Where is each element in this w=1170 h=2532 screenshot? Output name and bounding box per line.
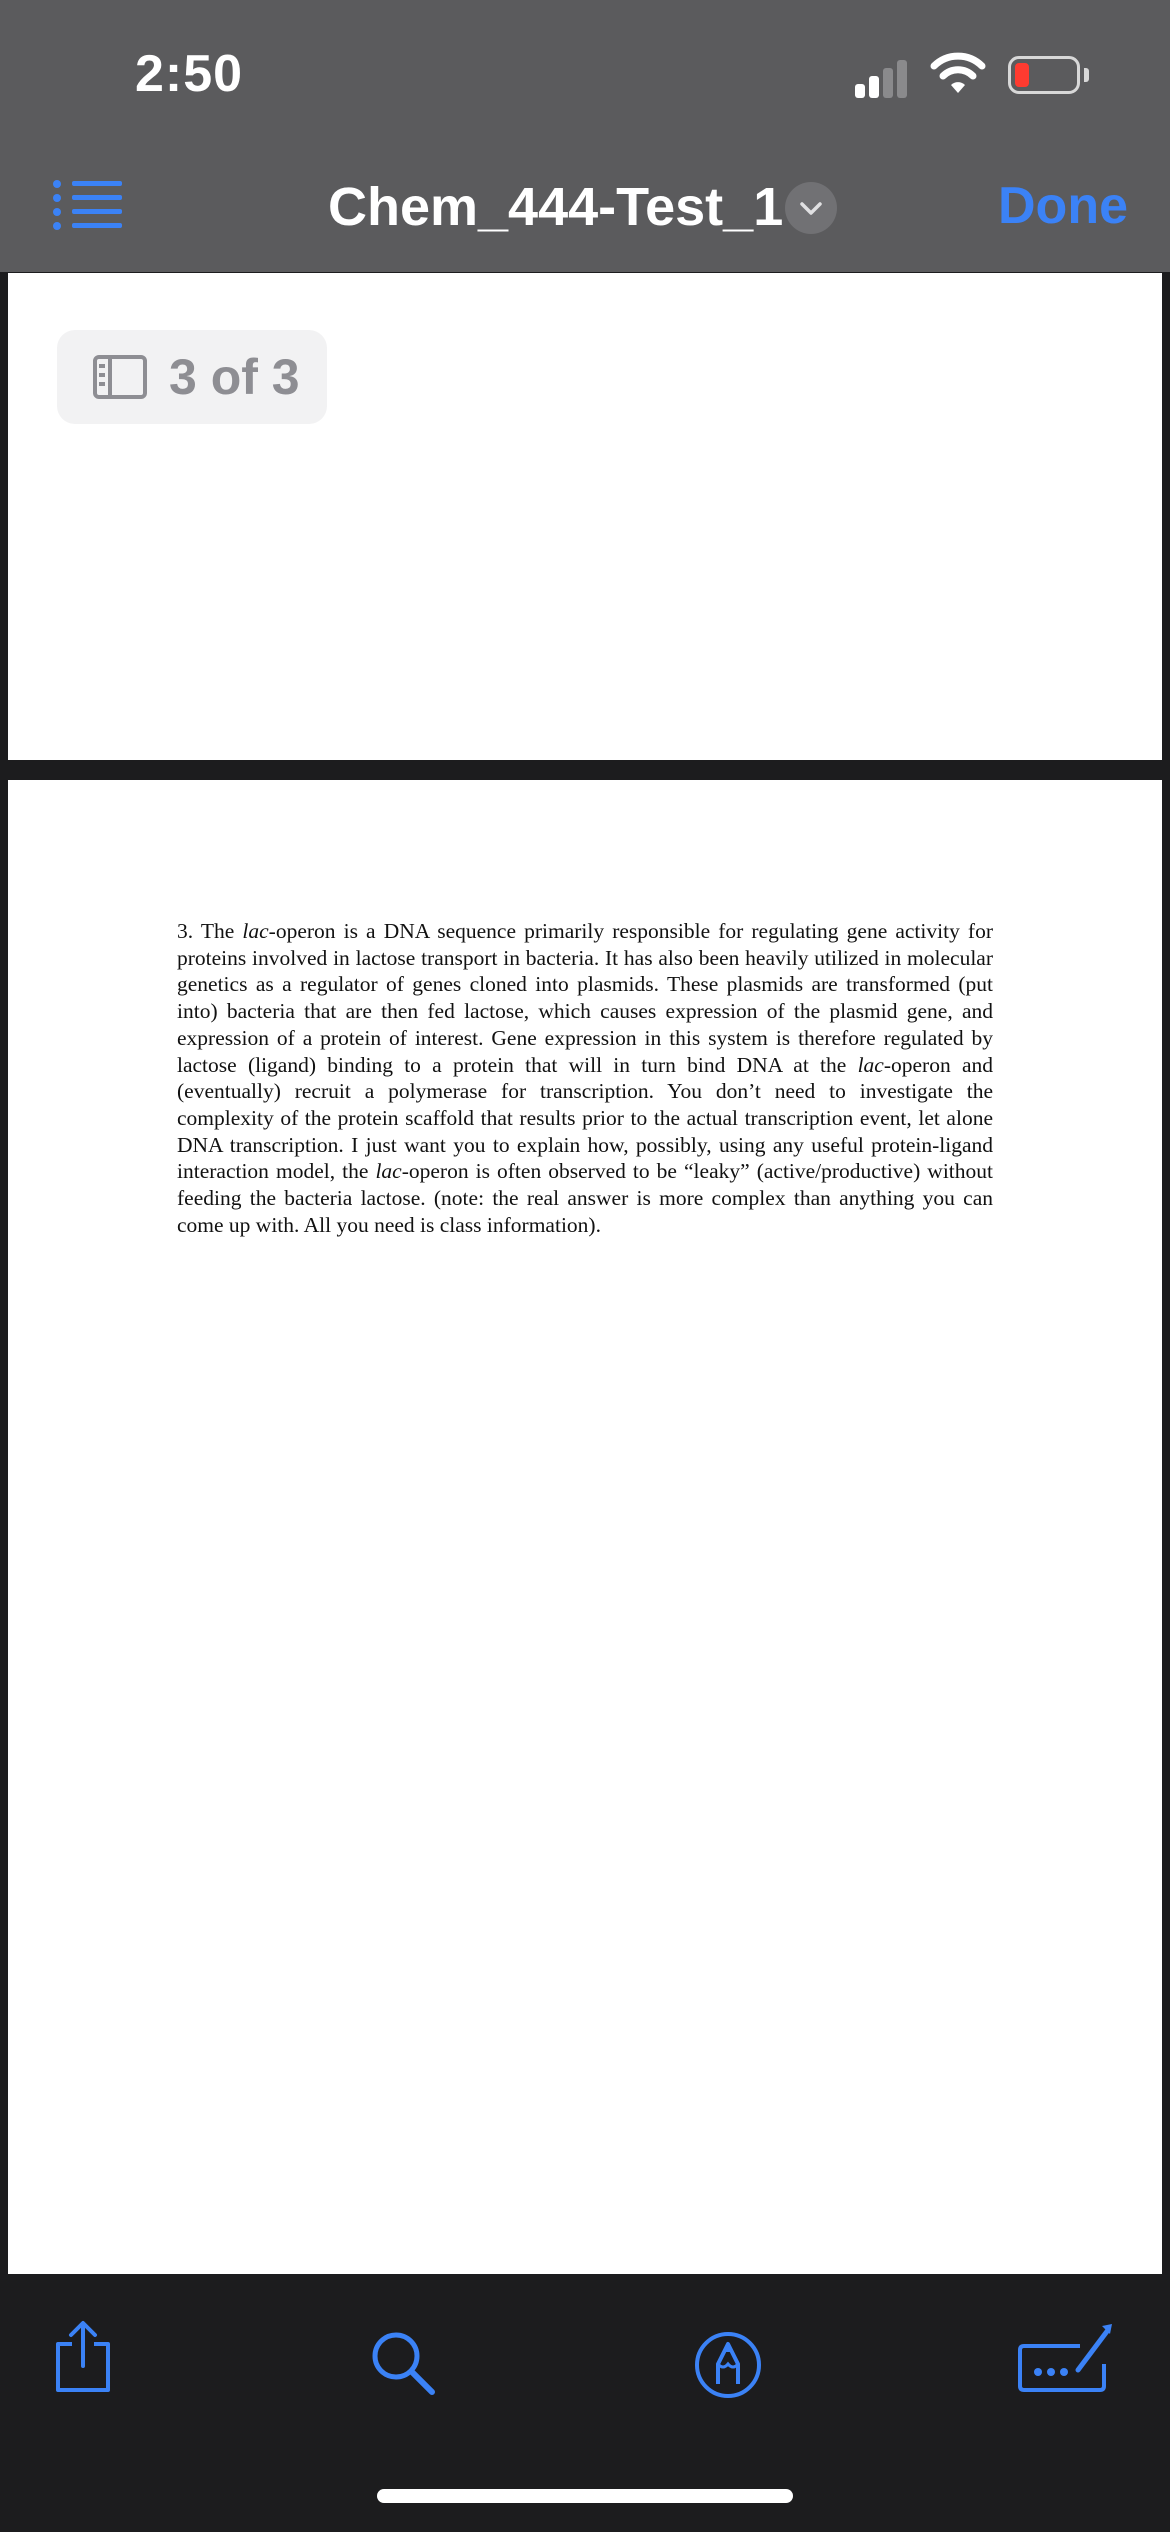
sidebar-icon	[93, 355, 147, 399]
wifi-icon	[930, 52, 986, 96]
status-time: 2:50	[135, 45, 244, 103]
done-button[interactable]: Done	[998, 177, 1128, 235]
page-indicator-label: 3 of 3	[169, 349, 300, 405]
battery-icon	[1008, 56, 1080, 94]
keyboard-icon[interactable]	[1018, 2320, 1114, 2394]
document-title[interactable]: Chem_444-Test_1	[328, 177, 784, 237]
chevron-down-icon	[799, 198, 823, 218]
cellular-signal-icon	[855, 58, 915, 98]
page-indicator[interactable]	[57, 330, 327, 424]
home-indicator[interactable]	[377, 2489, 793, 2503]
title-menu-button[interactable]	[785, 182, 837, 234]
battery-nub	[1084, 68, 1089, 82]
markup-icon[interactable]	[693, 2330, 763, 2400]
question-text: 3. The lac-operon is a DNA sequence primarily responsible for regulating gene activity for proteins involved in lactose transport in bacteria. It has also been heavily utilized in molecular genetics as a regulator of genes cloned into plasmids. These plasmids are transformed (put into) bacteria that are then fed lactose, which causes expression of the plasmid gene, and expression of a protein of interest. Gene expression in this system is therefore regulated by lactose (ligand) binding to a protein that will in turn bind DNA at the lac-operon and (eventually) recruit a polymerase for transcription. You don’t need to investigate the complexity of the protein scaffold that results prior to the actual transcription event, let alone DNA transcription. I just want you to explain how, possibly, using any useful protein-ligand interaction model, the lac-operon is often observed to be “leaky” (active/productive) without feeding the bacteria lactose. (note: the real answer is more complex than anything you can come up with. All you need is class information).	[177, 919, 993, 1237]
share-icon[interactable]	[52, 2320, 114, 2394]
search-icon[interactable]	[370, 2330, 436, 2396]
outline-list-icon[interactable]	[52, 178, 124, 234]
